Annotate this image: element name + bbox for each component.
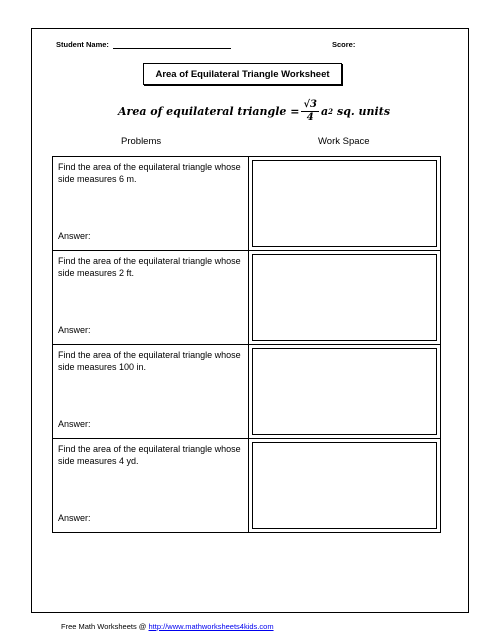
formula-fraction	[301, 99, 319, 124]
header-row	[56, 40, 439, 54]
formula-units: sq. units	[337, 104, 391, 118]
student-name-line[interactable]	[113, 40, 231, 49]
formula-numerator: √3	[303, 98, 317, 110]
worksheet-title: Area of Equilateral Triangle Worksheet	[143, 63, 342, 85]
problem-question: Find the area of the equilateral triangle whose side measures 2 ft.	[58, 256, 241, 278]
student-name-label: Student Name:	[56, 40, 112, 49]
work-space-cell	[249, 157, 440, 250]
problem-question: Find the area of the equilateral triangle whose side measures 6 m.	[58, 162, 241, 184]
formula-exponent: 2	[328, 106, 334, 116]
problem-cell	[53, 345, 249, 438]
work-space-cell	[249, 345, 440, 438]
work-space-box[interactable]	[252, 348, 437, 435]
problem-question: Find the area of the equilateral triangle whose side measures 100 in.	[58, 350, 241, 372]
area-formula	[118, 94, 390, 128]
problem-question: Find the area of the equilateral triangle whose side measures 4 yd.	[58, 444, 241, 466]
footer	[61, 622, 274, 631]
problem-row	[52, 344, 441, 439]
problem-row	[52, 156, 441, 251]
answer-label: Answer:	[58, 231, 91, 241]
score-label: Score:	[332, 40, 356, 49]
work-space-cell	[249, 439, 440, 532]
student-name-field[interactable]	[56, 40, 231, 49]
column-headers	[0, 136, 495, 150]
problems-table	[52, 156, 441, 533]
answer-label: Answer:	[58, 513, 91, 523]
formula-lhs: Area of equilateral triangle =	[118, 104, 300, 118]
footer-link[interactable]: http://www.mathworksheets4kids.com	[148, 622, 274, 631]
work-space-box[interactable]	[252, 254, 437, 341]
work-space-box[interactable]	[252, 442, 437, 529]
problems-header: Problems	[121, 136, 162, 147]
work-space-header: Work Space	[318, 136, 370, 147]
problem-row	[52, 438, 441, 533]
formula-denominator: 4	[306, 111, 314, 123]
footer-text: Free Math Worksheets @	[61, 622, 149, 631]
problem-cell	[53, 439, 249, 532]
answer-label: Answer:	[58, 419, 91, 429]
work-space-box[interactable]	[252, 160, 437, 247]
problem-cell	[53, 251, 249, 344]
problem-row	[52, 250, 441, 345]
formula-variable: a	[321, 104, 329, 118]
problem-cell	[53, 157, 249, 250]
answer-label: Answer:	[58, 325, 91, 335]
work-space-cell	[249, 251, 440, 344]
